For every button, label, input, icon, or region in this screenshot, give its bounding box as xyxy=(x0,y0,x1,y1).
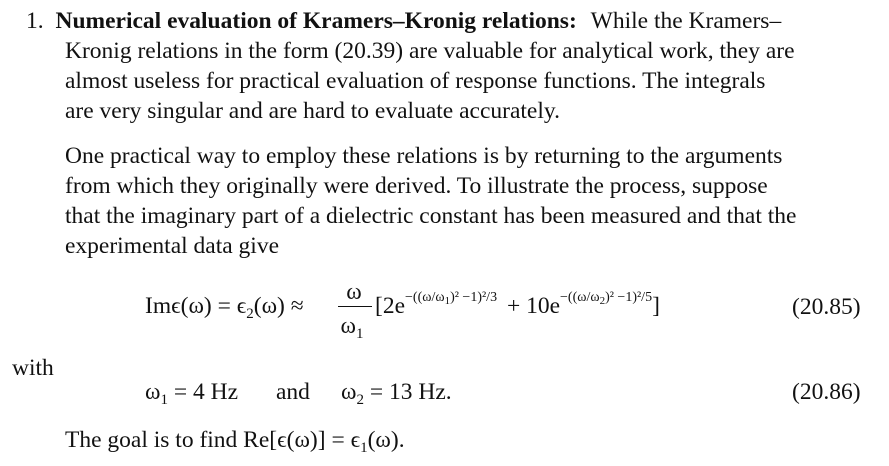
eq1-bracket-close: ] xyxy=(652,293,660,319)
equation-number-20-85: (20.85) xyxy=(792,294,861,320)
eq2-omega2-value: = 13 Hz. xyxy=(363,379,452,405)
eq1-frac-den-text: ω xyxy=(340,313,356,339)
para2-line: that the imaginary part of a dielectric constant has been measured and that the xyxy=(65,203,797,229)
equation-number-20-86: (20.86) xyxy=(792,379,861,405)
eq2-omega1 xyxy=(145,379,238,408)
para1-line: almost useless for practical evaluation of response functions. The integrals xyxy=(65,68,766,94)
eq1-frac-den-sub: 1 xyxy=(355,326,364,342)
para2-line: One practical way to employ these relations is by returning to the arguments xyxy=(65,143,783,169)
eq1-exp2-tail: )² −1)²/5 xyxy=(605,290,653,305)
problem-line-1 xyxy=(26,10,781,34)
eq2-omega2-symbol: ω xyxy=(341,379,357,405)
eq2-omega1-sub: 1 xyxy=(160,392,168,408)
with-word: with xyxy=(12,355,54,381)
eq1-exp1-text: −((ω/ω xyxy=(405,290,445,305)
eq1-exp2 xyxy=(560,290,652,305)
eq1-lhs-tail: (ω) ≈ xyxy=(253,293,304,319)
eq1-lhs-sub: 2 xyxy=(246,306,254,322)
goal-text-tail: (ω). xyxy=(367,427,405,453)
eq2-omega2-sub: 2 xyxy=(356,392,364,408)
eq1-frac-num: ω xyxy=(346,279,362,305)
para2-line: from which they originally were derived. To illustrate the process, suppose xyxy=(65,173,768,199)
eq1-exp1 xyxy=(405,290,497,305)
eq1-lhs xyxy=(145,293,304,322)
para2-line: experimental data give xyxy=(65,233,280,259)
goal-line xyxy=(65,427,405,456)
eq2-and: and xyxy=(276,379,310,405)
eq1-exp2-text: −((ω/ω xyxy=(560,290,600,305)
eq1-exp1-sub: 1 xyxy=(444,295,451,307)
eq1-frac-den xyxy=(334,313,370,342)
eq1-exp1-tail: )² −1)²/3 xyxy=(450,290,498,305)
goal-text: The goal is to find Re[ϵ(ω)] = ϵ xyxy=(65,427,361,453)
problem-number: 1. xyxy=(26,8,44,34)
eq1-lhs-text: Imϵ(ω) = ϵ xyxy=(145,293,247,319)
eq1-plus-term: + 10e xyxy=(506,293,561,319)
para1-line: Kronig relations in the form (20.39) are valuable for analytical work, they are xyxy=(65,38,795,64)
eq1-rhs xyxy=(375,290,660,319)
goal-sub: 1 xyxy=(360,440,368,456)
eq1-frac-bar xyxy=(338,306,372,307)
para1-line: are very singular and are hard to evaluate accurately. xyxy=(65,98,560,124)
problem-title: Numerical evaluation of Kramers–Kronig relations: xyxy=(55,8,577,34)
eq1-exp2-sub: 2 xyxy=(599,295,606,307)
eq2-omega1-value: = 4 Hz xyxy=(167,379,238,405)
eq1-bracket-open: [2e xyxy=(375,293,406,319)
eq2-omega1-symbol: ω xyxy=(145,379,161,405)
problem-line-1-rest: While the Kramers– xyxy=(590,8,782,34)
eq2-omega2 xyxy=(341,379,452,408)
